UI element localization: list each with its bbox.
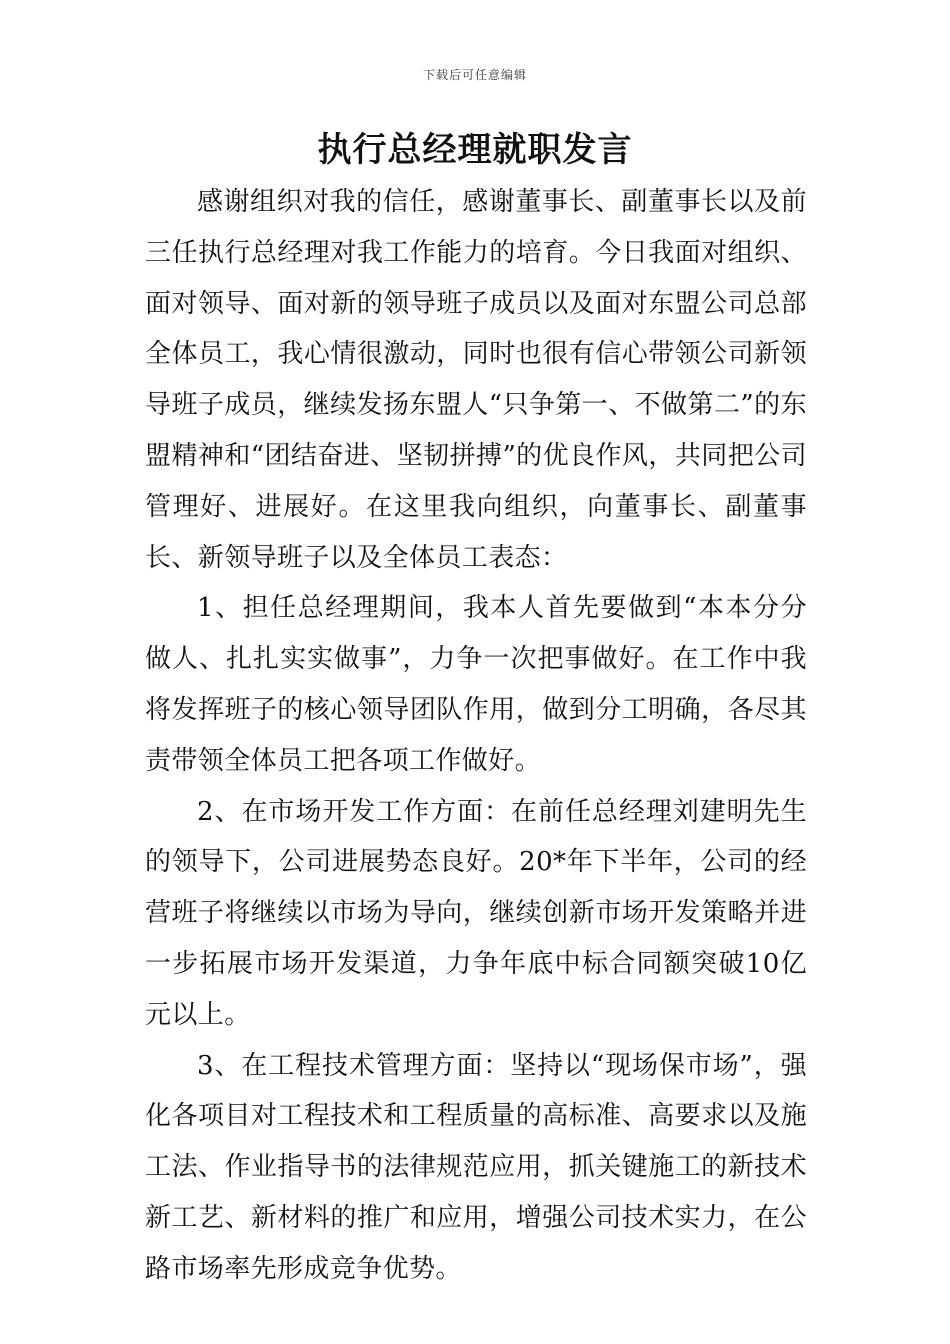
paragraph-intro: 感谢组织对我的信任，感谢董事长、副董事长以及前三任执行总经理对我工作能力的培育。今日我面对组织、面对领导、面对新的领导班子成员以及面对东盟公司总部全体员工，我心情很激动，同时也很有信心带领公司新领导班子成员，继续发扬东盟人“只争第一、不做第二”的东盟精神和“团结奋进、坚韧拼搏”的优良作风，共同把公司管理好、进展好。在这里我向组织，向董事长、副董事长、新领导班子以及全体员工表态： [145,187,807,573]
document-title: 执行总经理就职发言 [317,130,633,170]
header-note: 下载后可任意编辑 [422,68,527,82]
document-body [145,177,807,1295]
paragraph-point-2: 2、在市场开发工作方面：在前任总经理刘建明先生的领导下，公司进展势态良好。20*年下半年，公司的经营班子将继续以市场为导向，继续创新市场开发策略并进一步拓展市场开发渠道，力争年底中标合同额突破10亿元以上。 [145,796,807,1030]
paragraph-point-1: 1、担任总经理期间，我本人首先要做到“本本分分做人、扎扎实实做事”，力争一次把事做好。在工作中我将发挥班子的核心领导团队作用，做到分工明确，各尽其责带领全体员工把各项工作做好。 [145,593,807,776]
paragraph-point-3: 3、在工程技术管理方面：坚持以“现场保市场”，强化各项目对工程技术和工程质量的高标准、高要求以及施工法、作业指导书的法律规范应用，抓关键施工的新技术新工艺、新材料的推广和应用，增强公司技术实力，在公路市场率先形成竞争优势。 [145,1050,807,1284]
